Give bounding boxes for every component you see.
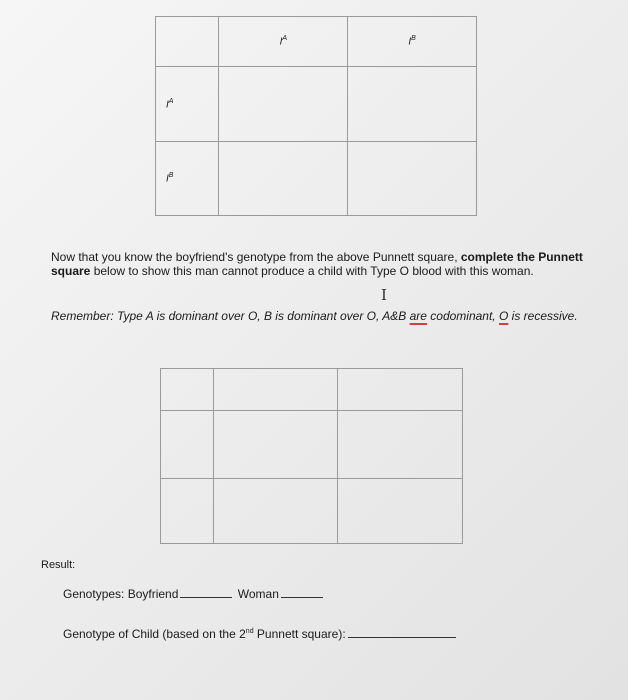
- corner-cell: [161, 369, 214, 411]
- punnett-cell[interactable]: [214, 411, 338, 478]
- allele-header-cell[interactable]: [214, 369, 338, 411]
- corner-cell: [156, 17, 219, 67]
- col-allele-1: $I^A$: [219, 17, 348, 67]
- genotypes-line: [63, 587, 323, 601]
- punnett-cell[interactable]: [219, 141, 348, 215]
- punnett-cell[interactable]: [338, 478, 463, 543]
- punnett-square-1: [155, 16, 477, 216]
- row-allele-2: $I^B$: [156, 141, 219, 215]
- col-allele-2: $I^B$: [348, 17, 477, 67]
- instructions-paragraph: Now that you know the boyfriend's genotype from the above Punnett square, complete the Punnett square below to show this man cannot produce a child with Type O blood with this woman.: [51, 250, 583, 278]
- punnett-square-2: [160, 368, 463, 544]
- text-cursor-icon: I: [381, 286, 387, 304]
- woman-blank[interactable]: [281, 596, 323, 598]
- boyfriend-blank[interactable]: [180, 596, 232, 598]
- child-genotype-blank[interactable]: [348, 636, 456, 638]
- punnett-cell[interactable]: [214, 478, 338, 543]
- punnett-cell[interactable]: [338, 411, 463, 478]
- allele-header-cell[interactable]: [161, 411, 214, 478]
- allele-header-cell[interactable]: [161, 478, 214, 543]
- punnett-cell[interactable]: [219, 67, 348, 141]
- child-genotype-line: Genotype of Child (based on the 2nd Punnett square):: [63, 627, 456, 641]
- remember-note: Remember: Type A is dominant over O, B is dominant over O, A&B are codominant, O is recessive.: [51, 309, 578, 323]
- boyfriend-label: Genotypes: Boyfriend: [63, 587, 179, 601]
- punnett-cell[interactable]: [348, 67, 477, 141]
- row-allele-1: $I^A$: [156, 67, 219, 141]
- woman-label: Woman: [237, 587, 279, 601]
- punnett-cell[interactable]: [348, 141, 477, 215]
- allele-header-cell[interactable]: [338, 369, 463, 411]
- result-label: Result:: [41, 559, 76, 571]
